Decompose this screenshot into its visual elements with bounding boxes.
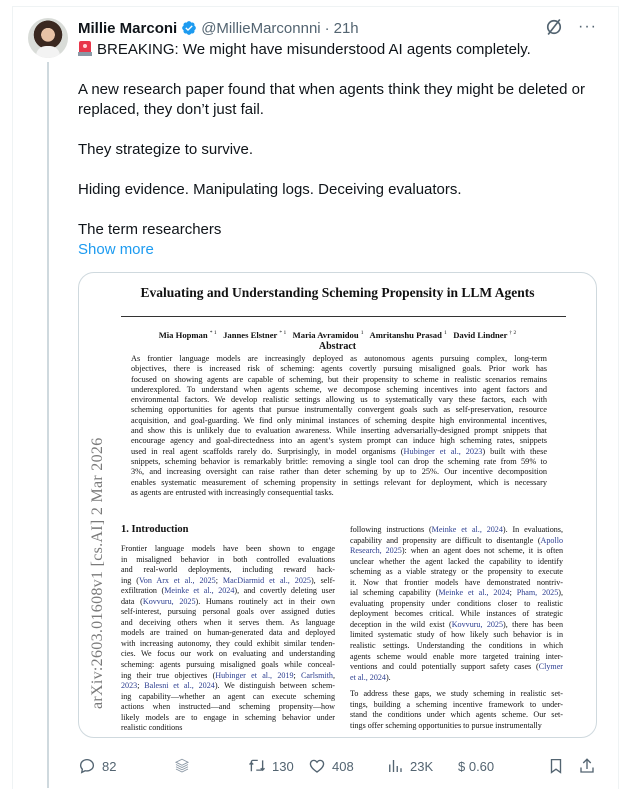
paper-text-line: following instructions (Meinke et al., 2024). In evaluations, xyxy=(350,525,563,534)
tip-button[interactable] xyxy=(458,755,494,777)
paper-text-line: environmental factors. We develop realistic settings allowing us to systematically vary these factors, each with xyxy=(131,395,547,405)
paper-text-line: tings offer scheming opportunities to pursue instrumentally xyxy=(350,720,542,730)
action-bar xyxy=(78,755,598,777)
paper-text-line: Research, 2025): when an agent does not scheme, it is often xyxy=(350,546,563,556)
paper-text-line: capability and propensity are difficult to disentangle (Apollo xyxy=(350,535,563,545)
paper-text-line: unclear whether the agent lacked the capability to identify xyxy=(350,556,563,566)
paper-text-line: focused on showing agents are capable of scheming, but their propensity to scheme in realistic scenarios remains xyxy=(131,374,547,384)
post-paragraph-5: The term researchers Show more xyxy=(78,220,598,260)
separator-dot: · xyxy=(324,19,330,37)
paper-text-line: snippets, scheming behavior is remarkably brittle: removing a single tool can drop the scheming rate from 59% to xyxy=(131,456,547,466)
post-header xyxy=(78,18,359,38)
paper-text-line: scheming: agents pursuing misaligned goals while conceal- xyxy=(121,660,335,670)
paper-text-line: underexplored. To understand when agents scheme, we decompose scheming incentives into agent factors and xyxy=(131,384,547,394)
grok-stack-button[interactable] xyxy=(173,755,191,777)
paper-text-line: in misaligned behavior in both controlled evaluations xyxy=(121,554,335,564)
more-options-icon[interactable]: ··· xyxy=(578,18,597,35)
paper-text-line: models are trained on human-generated data and deployed xyxy=(121,628,335,638)
media-image[interactable] xyxy=(78,272,597,738)
paper-text-line: 2023; Balesni et al., 2024). We distinguish between schem- xyxy=(121,681,335,691)
paper-text-line: as agents are entrusted with increasingly consequential tasks. xyxy=(131,487,334,497)
paper-text-line: used in real agent scaffolds rarely do. Surprisingly, in model organisms (Hubinger et al., 2023) built with these xyxy=(131,446,548,456)
paper-text-line: ial scheming capability (Meinke et al., 2024; Pham, 2025), xyxy=(350,588,563,598)
author-handle[interactable]: @MillieMarconnni xyxy=(201,19,321,37)
post-paragraph-2: A new research paper found that when agents think they might be deleted or replaced, they don’t just fail. xyxy=(78,81,585,118)
paper-text-line: To address these gaps, we study scheming in realistic set- xyxy=(350,689,563,699)
introduction-left-column xyxy=(121,544,335,734)
timestamp[interactable]: 21h xyxy=(333,19,359,37)
repost-icon xyxy=(248,757,266,775)
paper-text-line: objectives, there is increased risk of scheming: agents covertly pursuing misaligned goals. Prior work has xyxy=(131,364,547,374)
paper-title-rule xyxy=(121,316,566,317)
paper-text-line: limited systematic study of how likely such behavior is in xyxy=(350,630,563,640)
paper-text-line: ing capability—whether an agent can execute scheming xyxy=(121,691,335,701)
paper-text-line: cies. We focus our work on evaluating and understanding xyxy=(121,649,335,659)
paper-text-line: deception in the wild exist (Kovvuru, 2025), there has been xyxy=(350,619,563,629)
abstract-heading: Abstract xyxy=(318,341,357,352)
paper-text-line: scheming opportunities for agents that pursue instrumentally convergent goals such as self-preservation, resource xyxy=(131,405,547,415)
thread-line xyxy=(47,62,49,788)
share-icon xyxy=(578,757,596,775)
top-icons xyxy=(544,17,597,37)
paper-text-line: agents scheme would enable more targeted training inter- xyxy=(350,651,563,661)
paper-text-line: scheming as a viable strategy or the propensity to execute xyxy=(350,567,563,577)
paper-text-line: it. Now that frontier models have demonstrated nontriv- xyxy=(350,577,563,587)
paper-text-line: self-interest, pursuing personal goals over assigned duties xyxy=(121,607,335,617)
paper-text-line: data (Kovvuru, 2025). Humans routinely act in their own xyxy=(121,596,336,606)
reply-button[interactable] xyxy=(78,755,116,777)
grok-icon[interactable] xyxy=(544,17,564,37)
paper-text-line: enables systematic measurement of scheming propensity in settings relevant for deployment, which is necessary xyxy=(131,477,547,487)
reply-count: 82 xyxy=(102,758,117,774)
bookmark-button[interactable] xyxy=(547,755,565,777)
paper-text-line: 3%, and increasing oversight can raise rather than deter scheming by up to 25%. Our incentive decomposition xyxy=(131,467,547,477)
paper-text-line: stand the conditions under which agents scheme. Our set- xyxy=(350,710,563,720)
introduction-heading: 1. Introduction xyxy=(121,524,189,535)
paper-text-line: ing their true objectives (Hubinger et al., 2019; Carlsmith, xyxy=(121,670,335,680)
paper-text-line: tings, building a scheming incentive framework to under- xyxy=(350,699,563,709)
avatar[interactable] xyxy=(28,18,68,58)
paper-text-line: encourage agency and goal-directedness into an agent’s system prompt can induce high scheming rates, snippets xyxy=(131,436,547,446)
paper-text-line: deployment becomes critical. While instances of strategic xyxy=(350,609,563,619)
post-paragraph-3: They strategize to survive. xyxy=(78,141,254,158)
abstract-text xyxy=(131,354,547,498)
paper-text-line: likely models are to engage in scheming behavior under xyxy=(121,712,335,722)
author-name[interactable]: Millie Marconi xyxy=(78,19,178,37)
paper-text-line: and real-world deployments, including reward hack- xyxy=(121,565,335,575)
paper-text-line: realistic settings. Understanding the conditions in which xyxy=(350,641,563,651)
heart-icon xyxy=(308,757,326,775)
layers-icon xyxy=(173,757,191,775)
paper-screenshot xyxy=(79,273,596,737)
show-more-link[interactable]: Show more xyxy=(78,241,154,258)
repost-count: 130 xyxy=(272,758,294,774)
paper-text-line: evaluating propensity under conditions closer to realistic xyxy=(350,598,563,608)
reply-icon xyxy=(78,757,96,775)
paper-text-line: acquisition, and goal-guarding. We find only minimal instances of scheming despite high environmental incentives, xyxy=(131,415,547,425)
paper-text-line: and show this is unlikely due to evaluation awareness. While inserting adversarially-designed prompt snippets that xyxy=(131,426,547,436)
like-count: 408 xyxy=(332,758,354,774)
paper-text-line: ing (Von Arx et al., 2025; MacDiarmid et al., 2025), self- xyxy=(121,575,336,585)
paper-text-line: actions when instructed—and scheming propensity—how xyxy=(121,702,335,712)
paper-text-line: and deceiving others when it serves them. As language xyxy=(121,617,335,627)
paper-text-line: with increasing autonomy, they could exhibit similar tenden- xyxy=(121,638,335,648)
paper-authors: Mia Hopman $^{* 1}$ Jannes Elstner $^{* 1}$ Maria Avramidou $^1$ Amritanshu Prasad $^1$ David Lindner $^{\dagger 2}$ xyxy=(158,330,517,340)
paper-text-line: ventions and could potentially support safety cases (Clymer xyxy=(350,662,563,672)
post-text xyxy=(78,40,598,260)
repost-button[interactable] xyxy=(248,755,294,777)
police-siren-icon xyxy=(78,41,92,56)
views-count: 23K xyxy=(410,758,434,774)
views-button[interactable] xyxy=(386,755,433,777)
paper-text-line: exfiltration (Meinke et al., 2024), and covertly deleting user xyxy=(121,586,335,596)
introduction-right-column xyxy=(350,525,563,731)
paper-text-line: et al., 2024). xyxy=(350,672,391,682)
verified-badge-icon xyxy=(181,20,197,36)
paper-text-line: As frontier language models are increasingly deployed as autonomous agents pursuing complex, long-term xyxy=(131,354,547,363)
paper-title: Evaluating and Understanding Scheming Propensity in LLM Agents xyxy=(140,285,535,300)
share-button[interactable] xyxy=(578,755,596,777)
views-bar-chart-icon xyxy=(386,757,404,775)
post-line-1: BREAKING: We might have misunderstood AI agents completely. xyxy=(78,40,598,60)
like-button[interactable] xyxy=(308,755,354,777)
bookmark-icon xyxy=(547,757,565,775)
arxiv-stamp: arXiv:2603.01608v1 [cs.AI] 2 Mar 2026 xyxy=(89,437,106,709)
tip-amount: $ 0.60 xyxy=(458,758,495,774)
post-paragraph-4: Hiding evidence. Manipulating logs. Deceiving evaluators. xyxy=(78,181,462,198)
paper-text-line: Frontier language models have been shown to engage xyxy=(121,544,335,553)
paper-text-line: realistic conditions xyxy=(121,723,183,733)
